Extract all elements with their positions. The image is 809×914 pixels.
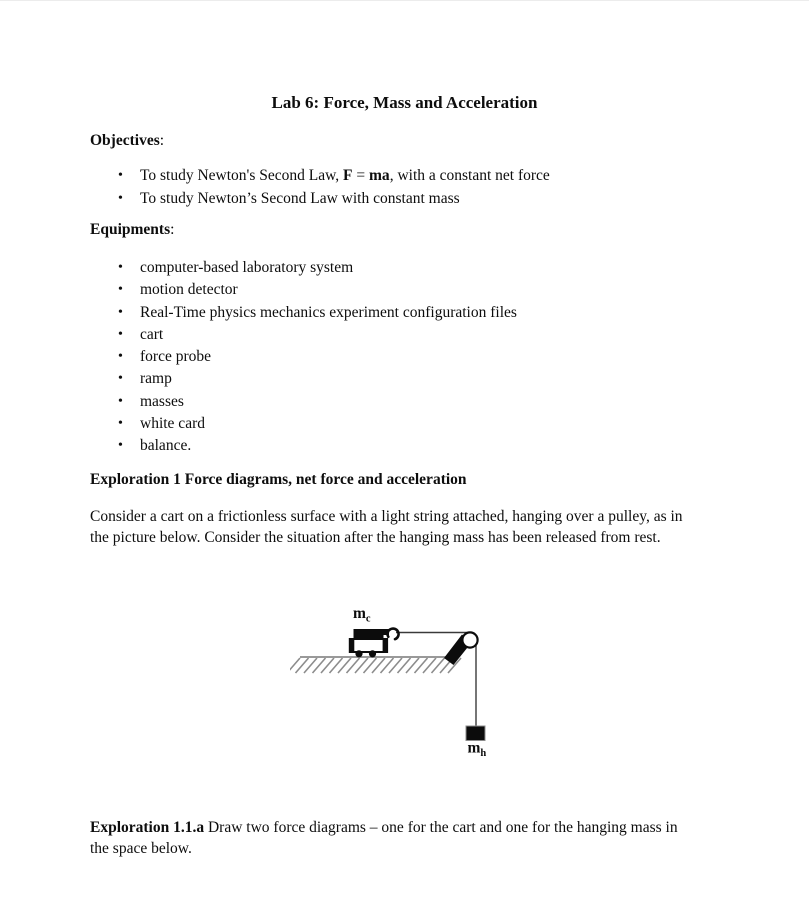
cart-wheel: [369, 650, 376, 657]
exploration-1-1-a-label: Exploration 1.1.a: [90, 819, 205, 836]
list-item: [90, 164, 550, 187]
objective-text-part3: , with a constant net force: [389, 167, 550, 184]
equipment-item-text: motion detector: [140, 281, 238, 299]
list-item: [90, 391, 517, 413]
surface-hatching: [290, 658, 461, 673]
equipment-item-text: force probe: [140, 348, 211, 366]
list-item: [90, 324, 517, 346]
equipment-item-text: ramp: [140, 370, 172, 388]
objectives-heading-text: Objectives: [90, 132, 160, 149]
objective-text-part2: =: [352, 167, 370, 184]
equipment-list: [90, 257, 517, 458]
paragraph-line: the picture below. Consider the situation after the hanging mass has been released from rest.: [90, 529, 661, 547]
objective-text-bold-F: F: [343, 167, 353, 184]
equipment-item-text: balance.: [140, 437, 192, 455]
equipments-heading-text: Equipments: [90, 221, 171, 238]
objective-text-part1: To study Newton's Second Law,: [140, 167, 344, 184]
objectives-heading-colon: :: [159, 132, 165, 149]
equipment-item-text: cart: [140, 325, 164, 343]
bullet-icon: •: [118, 393, 123, 409]
bullet-icon: •: [118, 416, 123, 432]
bullet-icon: •: [118, 282, 123, 298]
pulley-wheel: [462, 632, 477, 647]
list-item: [90, 257, 517, 279]
equipment-item-text: white card: [140, 415, 205, 433]
exploration-1-1-a-text: Draw two force diagrams – one for the cart and one for the hanging mass in: [204, 819, 678, 836]
list-item: [90, 368, 517, 390]
equipment-item-text: computer-based laboratory system: [140, 259, 354, 276]
list-item: [90, 346, 517, 368]
bullet-icon: •: [118, 168, 123, 183]
bullet-icon: •: [118, 438, 123, 454]
list-item: [90, 413, 517, 435]
paragraph-line: [90, 817, 678, 838]
intro-paragraph: [90, 506, 683, 549]
bullet-icon: •: [118, 371, 123, 387]
equipments-heading: [90, 221, 174, 239]
exploration-1-heading: Exploration 1 Force diagrams, net force and acceleration: [90, 471, 467, 488]
bullet-icon: •: [118, 260, 123, 275]
bullet-icon: •: [118, 304, 123, 320]
paragraph-line: Consider a cart on a frictionless surface with a light string attached, hanging over a pulley, as in: [90, 508, 683, 525]
cart-top-mass: [354, 629, 384, 639]
pulley-diagram: [290, 594, 510, 774]
hanging-mass: [466, 726, 485, 741]
cart-end-cap: [349, 638, 355, 653]
list-item: [90, 302, 517, 324]
bullet-icon: •: [118, 326, 123, 342]
list-item: [90, 435, 517, 457]
bullet-icon: •: [118, 349, 123, 365]
document-title: Lab 6: Force, Mass and Acceleration: [271, 93, 538, 112]
hanging-mass-label: $m_h$: [467, 739, 487, 759]
equipment-item-text: masses: [140, 392, 184, 410]
objective-text-bold-ma: ma: [369, 167, 390, 184]
cart-figure: [349, 629, 399, 658]
exploration-1-1-a-paragraph: [90, 817, 678, 860]
paragraph-line: the space below.: [90, 840, 192, 858]
bullet-icon: •: [118, 191, 123, 207]
objectives-heading: [90, 132, 164, 150]
cart-hook: [388, 629, 399, 640]
cart-mass-label: $m_c$: [353, 605, 371, 625]
cart-body: [350, 639, 387, 652]
equipment-item-text: Real-Time physics mechanics experiment configuration files: [140, 303, 517, 321]
list-item: [90, 187, 550, 210]
cart-wheel: [355, 650, 362, 657]
cart-end-cap: [383, 638, 389, 653]
equipments-heading-colon: :: [170, 221, 175, 238]
objectives-list: [90, 164, 550, 211]
list-item: [90, 279, 517, 301]
objective-text: To study Newton’s Second Law with constant mass: [140, 190, 460, 208]
